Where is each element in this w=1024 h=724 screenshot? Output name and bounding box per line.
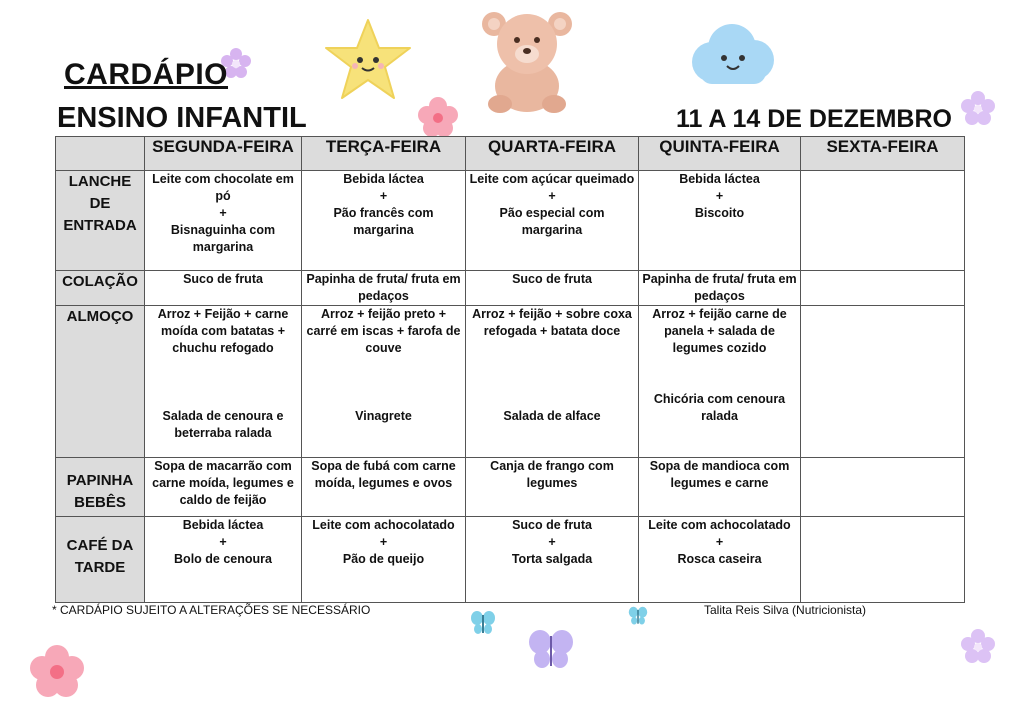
menu-item-line: TARDE <box>74 559 126 576</box>
date-range: 11 A 14 DE DEZEMBRO <box>675 105 952 133</box>
day-header: QUINTA-FEIRA <box>639 137 801 171</box>
menu-cell <box>639 458 801 517</box>
menu-cell <box>145 271 302 306</box>
menu-item-line: beterraba ralada <box>174 426 272 440</box>
menu-item-line: chuchu refogado <box>172 341 274 355</box>
cloud-icon <box>686 20 780 90</box>
star-icon <box>322 18 414 102</box>
menu-item-line: PAPINHA <box>66 472 134 489</box>
menu-item-line: legumes <box>526 476 578 490</box>
meal-label <box>56 271 145 306</box>
header-corner-cell <box>56 137 145 171</box>
meal-label <box>56 306 145 458</box>
menu-cell-empty <box>801 271 965 306</box>
menu-cell-empty <box>801 171 965 271</box>
menu-item-line: Arroz + feijão carne de <box>652 307 787 321</box>
menu-item-line: pedaços <box>694 289 745 303</box>
nutritionist-signature: Talita Reis Silva (Nutricionista) <box>704 603 867 617</box>
menu-item-line: Sopa de macarrão com <box>154 459 292 473</box>
menu-cell <box>145 171 302 271</box>
menu-item-line: Bebida láctea <box>343 172 424 186</box>
menu-item-line: refogada + batata doce <box>483 324 621 338</box>
day-header: SEGUNDA-FEIRA <box>145 137 302 171</box>
menu-item-line: + <box>379 189 388 203</box>
menu-cell <box>302 458 466 517</box>
menu-cell-empty <box>801 458 965 517</box>
menu-item-line: Bolo de cenoura <box>174 552 272 566</box>
day-header: QUARTA-FEIRA <box>466 137 639 171</box>
butterfly-icon <box>528 628 574 670</box>
menu-cell <box>145 517 302 603</box>
menu-cell <box>302 517 466 603</box>
menu-item-line: CAFÉ DA <box>66 537 134 554</box>
menu-item-line: + <box>548 535 556 549</box>
menu-item-line: Rosca caseira <box>677 552 762 566</box>
page-subtitle: ENSINO INFANTIL <box>57 102 307 134</box>
menu-item-line: LANCHE <box>68 173 132 190</box>
menu-item-line: margarina <box>192 240 254 254</box>
menu-item-line: Vinagrete <box>355 409 412 423</box>
menu-cell <box>639 171 801 271</box>
day-header: TERÇA-FEIRA <box>302 137 466 171</box>
menu-item-line: Sopa de fubá com carne <box>311 459 456 473</box>
meal-row-almoco <box>56 306 965 458</box>
menu-cell <box>145 306 302 458</box>
menu-item-line: Chicória com cenoura <box>653 392 786 406</box>
menu-item-line: carré em iscas + farofa de <box>306 324 461 338</box>
menu-item-line: Salada de alface <box>503 409 601 423</box>
meal-row-papinha-bebes <box>56 458 965 517</box>
menu-cell <box>639 271 801 306</box>
flower-icon <box>960 90 996 126</box>
menu-item-line: Bisnaguinha com <box>170 223 276 237</box>
menu-cell-empty <box>801 517 965 603</box>
menu-item-line: Leite com chocolate em <box>152 172 294 186</box>
meal-row-lanche-de-entrada <box>56 171 965 271</box>
day-header: SEXTA-FEIRA <box>801 137 965 171</box>
menu-cell <box>639 517 801 603</box>
flower-icon <box>416 96 460 138</box>
menu-item-line: Papinha de fruta/ fruta em <box>642 272 797 286</box>
menu-item-line: couve <box>365 341 402 355</box>
butterfly-icon <box>628 606 648 626</box>
menu-item-line: margarina <box>353 223 414 237</box>
menu-item-line: BEBÊS <box>74 494 126 511</box>
menu-item-line: margarina <box>521 223 583 237</box>
menu-cell <box>466 171 639 271</box>
menu-item-line: Pão de queijo <box>342 552 425 566</box>
menu-item-line: Arroz + feijão + sobre coxa <box>472 307 632 321</box>
header-row <box>56 137 965 171</box>
page-title: CARDÁPIO <box>64 58 229 91</box>
menu-item-line: pedaços <box>358 289 409 303</box>
menu-item-line: Bebida láctea <box>679 172 760 186</box>
menu-item-line: Torta salgada <box>511 552 593 566</box>
menu-item-line: DE <box>89 195 111 212</box>
menu-item-line: Sopa de mandioca com <box>649 459 790 473</box>
menu-item-line: + <box>715 189 724 203</box>
menu-cell <box>466 458 639 517</box>
footnote: * CARDÁPIO SUJEITO A ALTERAÇÕES SE NECESSÁRIO <box>52 603 371 617</box>
menu-item-line: Pão francês com <box>333 206 434 220</box>
menu-item-line: Biscoito <box>694 206 745 220</box>
menu-item-line: Leite com achocolatado <box>648 518 791 532</box>
menu-item-line: Papinha de fruta/ fruta em <box>306 272 461 286</box>
meal-row-cafe-da-tarde <box>56 517 965 603</box>
menu-cell-empty <box>801 306 965 458</box>
meal-label <box>56 171 145 271</box>
menu-item-line: COLAÇÃO <box>62 273 138 290</box>
menu-item-line: + <box>379 535 388 549</box>
menu-cell <box>466 271 639 306</box>
menu-item-line: Suco de fruta <box>512 272 592 286</box>
menu-item-line: ENTRADA <box>63 217 137 234</box>
menu-item-line: + <box>219 206 227 220</box>
menu-item-line: Bebida láctea <box>182 518 264 532</box>
menu-item-line: moída, legumes e ovos <box>314 476 453 490</box>
menu-cell <box>302 271 466 306</box>
menu-cell <box>145 458 302 517</box>
menu-cell <box>639 306 801 458</box>
meal-label <box>56 517 145 603</box>
menu-item-line: Suco de fruta <box>183 272 263 286</box>
menu-table <box>55 136 965 603</box>
flower-icon <box>28 644 86 698</box>
menu-item-line: Arroz + Feijão + carne <box>157 307 289 321</box>
menu-cell <box>302 171 466 271</box>
menu-item-line: Arroz + feijão preto + <box>320 307 447 321</box>
menu-cell <box>466 517 639 603</box>
menu-cell <box>466 306 639 458</box>
menu-item-line: Leite com açúcar queimado <box>469 172 635 186</box>
menu-item-line: Canja de frango com <box>490 459 614 473</box>
menu-item-line: caldo de feijão <box>179 493 267 507</box>
menu-item-line: + <box>219 535 227 549</box>
menu-item-line: legumes cozido <box>672 341 767 355</box>
menu-item-line: Leite com achocolatado <box>312 518 455 532</box>
butterfly-icon <box>470 610 496 636</box>
menu-item-line: legumes e carne <box>670 476 769 490</box>
teddy-bear-icon <box>476 6 578 114</box>
menu-item-line: pó <box>215 189 231 203</box>
menu-item-line: Salada de cenoura e <box>162 409 284 423</box>
flower-icon <box>960 628 996 664</box>
menu-item-line: moída com batatas + <box>161 324 285 338</box>
menu-item-line: ralada <box>701 409 738 423</box>
meal-label <box>56 458 145 517</box>
menu-item-line: ALMOÇO <box>66 308 134 325</box>
menu-item-line: Suco de fruta <box>512 518 592 532</box>
meal-row-colacao <box>56 271 965 306</box>
menu-item-line: + <box>548 189 556 203</box>
menu-item-line: Pão especial com <box>499 206 605 220</box>
menu-cell <box>302 306 466 458</box>
menu-item-line: panela + salada de <box>664 324 775 338</box>
menu-item-line: carne moída, legumes e <box>152 476 294 490</box>
menu-item-line: + <box>715 535 724 549</box>
